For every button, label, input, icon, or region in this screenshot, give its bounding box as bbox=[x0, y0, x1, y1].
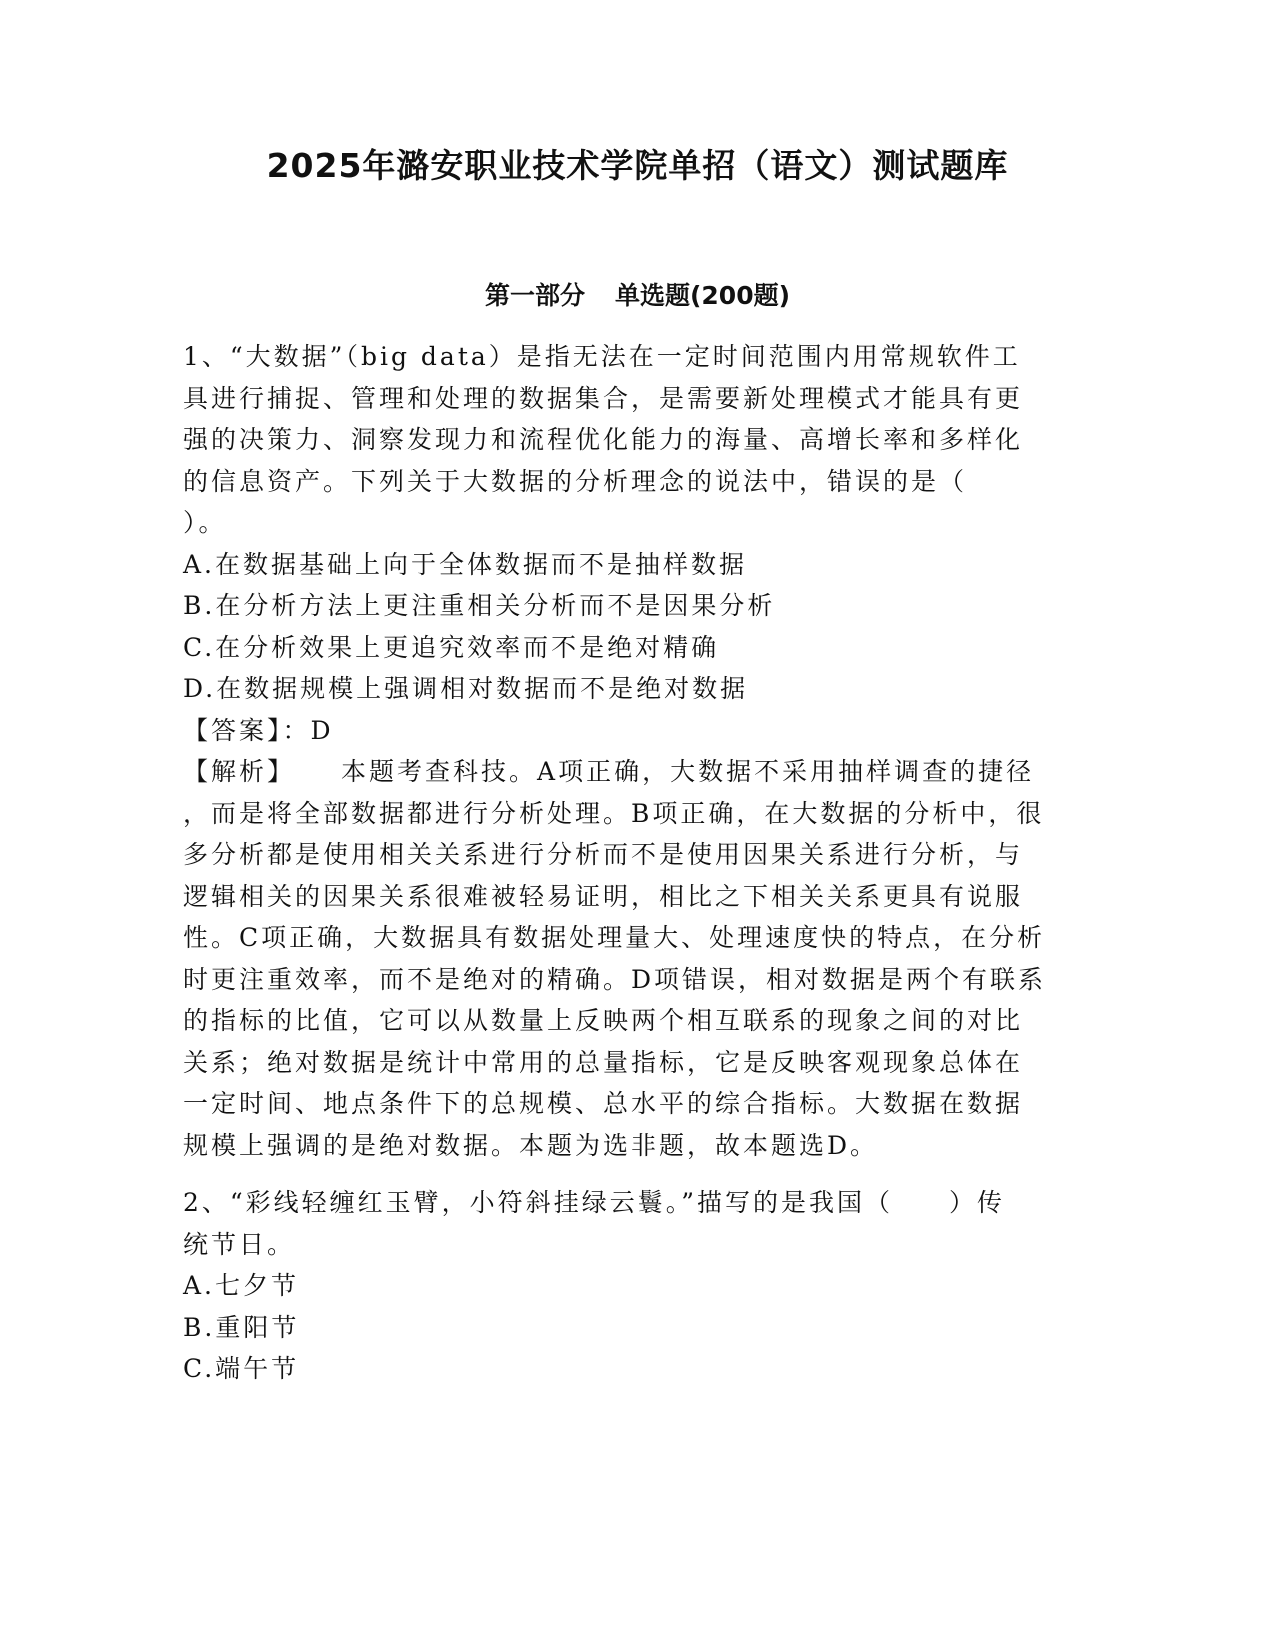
question-1-option-a: A.在数据基础上向于全体数据而不是抽样数据 bbox=[183, 549, 748, 579]
question-1-stem-line: ）。 bbox=[183, 508, 227, 537]
question-1 bbox=[183, 336, 1063, 1166]
question-1-analysis-line: 的指标的比值，它可以从数量上反映两个相互联系的现象之间的对比 bbox=[183, 1006, 1024, 1035]
question-1-analysis-line: 性。C项正确，大数据具有数据处理量大、处理速度快的特点，在分析 bbox=[183, 923, 1046, 952]
answer-value: ：D bbox=[282, 715, 334, 745]
question-1-option-d: D.在数据规模上强调相对数据而不是绝对数据 bbox=[183, 674, 749, 703]
question-2-stem-line: 统节日。 bbox=[183, 1229, 296, 1259]
question-1-option-b: B.在分析方法上更注重相关分析而不是因果分析 bbox=[183, 591, 776, 620]
answer-label: 【答案】 bbox=[183, 715, 283, 745]
question-2-stem-line: 2、“彩线轻缠红玉臂，小符斜挂绿云鬟。”描写的是我国（ ）传 bbox=[183, 1188, 1005, 1217]
section-name: 单选题(200题) bbox=[614, 281, 791, 310]
question-1-stem-line: 的信息资产。下列关于大数据的分析理念的说法中，错误的是（ bbox=[183, 466, 968, 496]
analysis-label: 【解析】 bbox=[183, 757, 296, 786]
question-1-analysis-line: 逻辑相关的因果关系很难被轻易证明，相比之下相关关系更具有说服 bbox=[183, 881, 1024, 911]
question-2-option-b: B.重阳节 bbox=[183, 1312, 300, 1342]
question-1-analysis-line: 关系；绝对数据是统计中常用的总量指标，它是反映客观现象总体在 bbox=[183, 1047, 1024, 1077]
question-1-analysis-line: 时更注重效率，而不是绝对的精确。D项错误，相对数据是两个有联系 bbox=[183, 964, 1047, 994]
question-1-analysis-line: 一定时间、地点条件下的总规模、总水平的综合指标。大数据在数据 bbox=[183, 1089, 1024, 1118]
section-part: 第一部分 bbox=[484, 281, 585, 310]
question-1-option-c: C.在分析效果上更追究效率而不是绝对精确 bbox=[183, 632, 720, 662]
question-1-analysis-line: 规模上强调的是绝对数据。本题为选非题，故本题选D。 bbox=[183, 1130, 879, 1160]
question-1-analysis-line: ，而是将全部数据都进行分析处理。B项正确，在大数据的分析中，很 bbox=[183, 798, 1045, 828]
question-1-analysis-line bbox=[183, 751, 1063, 793]
question-2-option-c: C.端午节 bbox=[183, 1354, 300, 1383]
question-1-stem-line: 具进行捕捉、管理和处理的数据集合，是需要新处理模式才能具有更 bbox=[183, 383, 1024, 413]
document-title: 2025年潞安职业技术学院单招（语文）测试题库 bbox=[266, 146, 1009, 185]
question-1-stem-line: 强的决策力、洞察发现力和流程优化能力的海量、高增长率和多样化 bbox=[183, 425, 1024, 454]
section-heading bbox=[0, 280, 1275, 312]
question-2 bbox=[183, 1182, 1063, 1390]
question-2-option-a: A.七夕节 bbox=[183, 1271, 300, 1300]
question-1-answer bbox=[183, 710, 1063, 752]
question-1-stem-line: 1、“大数据”（big data）是指无法在一定时间范围内用常规软件工 bbox=[183, 342, 1021, 371]
analysis-text: 本题考查科技。A项正确，大数据不采用抽样调查的捷径 bbox=[341, 757, 1035, 786]
question-1-analysis-line: 多分析都是使用相关关系进行分析而不是使用因果关系进行分析，与 bbox=[183, 840, 1024, 869]
